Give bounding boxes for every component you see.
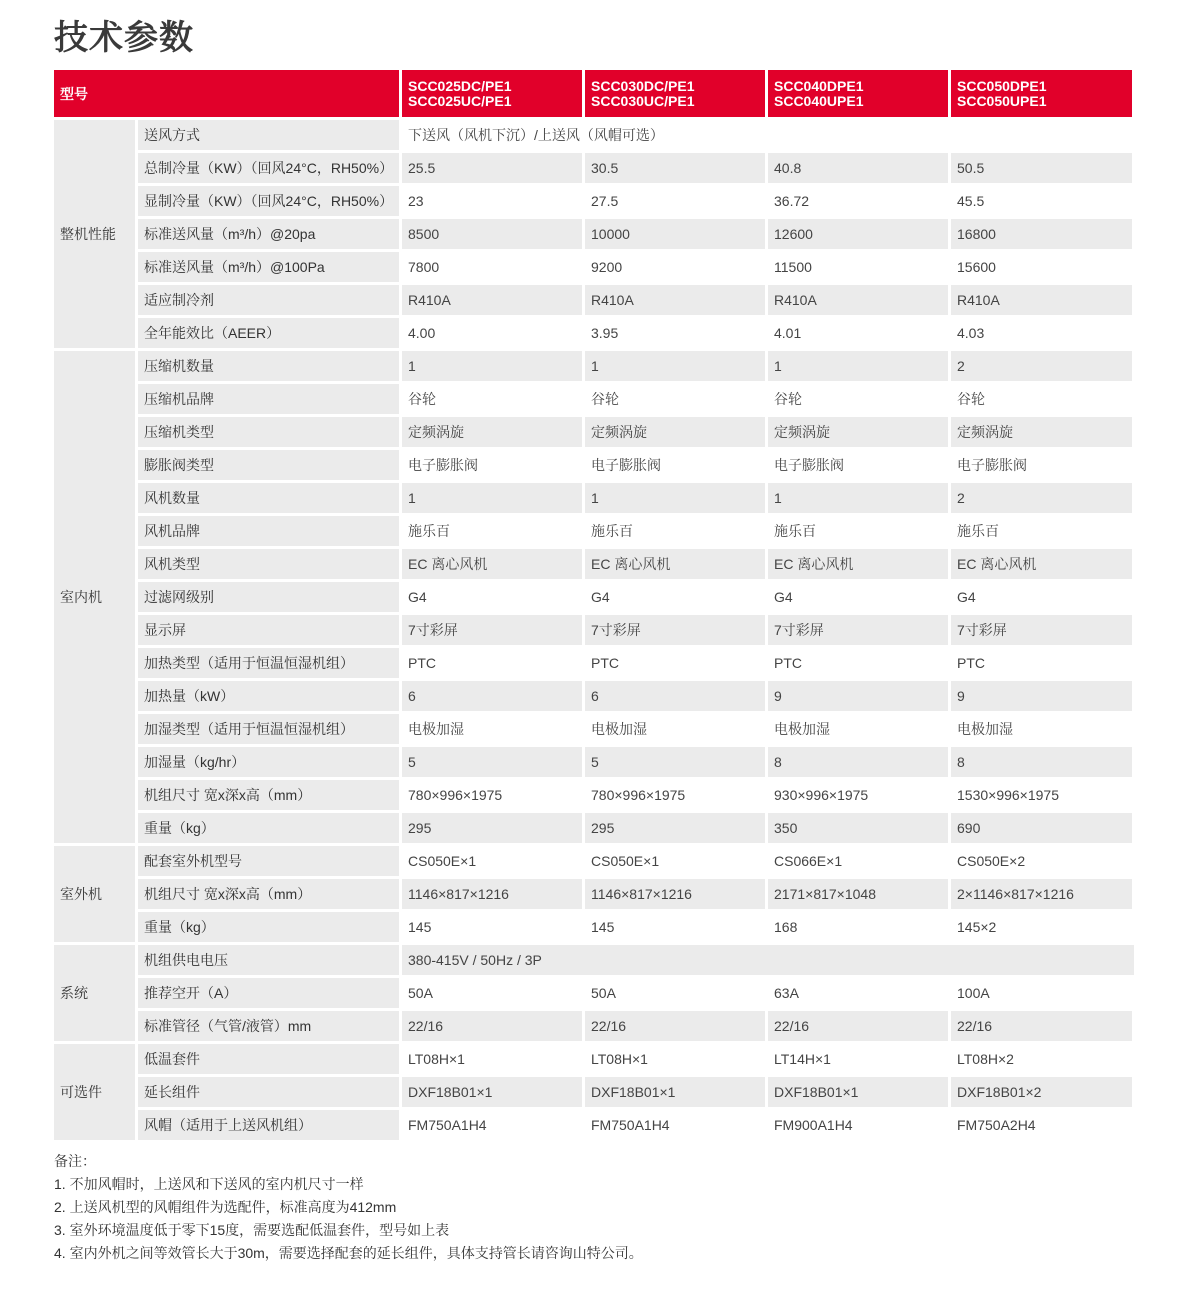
model-name: SCC040UPE1: [774, 93, 864, 109]
row-value: 27.5: [585, 186, 765, 216]
table-row: [138, 186, 1134, 216]
row-value: R410A: [585, 285, 765, 315]
row-value: 36.72: [768, 186, 948, 216]
table-row: [138, 285, 1134, 315]
row-label: 标准送风量（m³/h）@20pa: [138, 219, 399, 249]
model-header-col: [951, 70, 1132, 117]
row-value: 定频涡旋: [402, 417, 582, 447]
row-value: 50A: [402, 978, 582, 1008]
row-value: 5: [402, 747, 582, 777]
table-row: [138, 615, 1134, 645]
row-value: LT08H×1: [402, 1044, 582, 1074]
row-label: 风机品牌: [138, 516, 399, 546]
row-value: 施乐百: [402, 516, 582, 546]
model-name: SCC030UC/PE1: [591, 93, 695, 109]
row-value: 谷轮: [768, 384, 948, 414]
row-label: 推荐空开（A）: [138, 978, 399, 1008]
row-value: 12600: [768, 219, 948, 249]
model-header-label: 型号: [54, 70, 399, 117]
row-label: 机组供电电压: [138, 945, 399, 975]
row-value: 9200: [585, 252, 765, 282]
row-value: 100A: [951, 978, 1132, 1008]
row-value: 9: [951, 681, 1132, 711]
table-row: [138, 450, 1134, 480]
table-row: [138, 813, 1134, 843]
row-value: 63A: [768, 978, 948, 1008]
row-value: 2: [951, 351, 1132, 381]
row-value: 8: [951, 747, 1132, 777]
row-value: R410A: [402, 285, 582, 315]
row-value: DXF18B01×1: [402, 1077, 582, 1107]
row-value: LT08H×2: [951, 1044, 1132, 1074]
table-header: [54, 70, 1134, 117]
row-label: 配套室外机型号: [138, 846, 399, 876]
row-value: CS050E×2: [951, 846, 1132, 876]
row-value: LT14H×1: [768, 1044, 948, 1074]
row-value: 25.5: [402, 153, 582, 183]
table-row: [138, 978, 1134, 1008]
row-label: 风帽（适用于上送风机组）: [138, 1110, 399, 1140]
row-value: 7寸彩屏: [402, 615, 582, 645]
row-value: 1: [768, 351, 948, 381]
row-value: 施乐百: [585, 516, 765, 546]
row-value: 145×2: [951, 912, 1132, 942]
row-label: 重量（kg）: [138, 813, 399, 843]
table-row: [138, 120, 1134, 150]
row-value: 50A: [585, 978, 765, 1008]
row-label: 加热类型（适用于恒温恒湿机组）: [138, 648, 399, 678]
row-value: 30.5: [585, 153, 765, 183]
model-name: SCC050DPE1: [957, 78, 1047, 94]
row-value: 电极加湿: [768, 714, 948, 744]
row-value: EC 离心风机: [585, 549, 765, 579]
note-item: 4. 室内外机之间等效管长大于30m，需要选择配套的延长组件，具体支持管长请咨询山特公司。: [54, 1245, 643, 1261]
row-value: 8: [768, 747, 948, 777]
table-row: [138, 846, 1134, 876]
row-label: 低温套件: [138, 1044, 399, 1074]
table-section: [54, 351, 1134, 843]
row-value: 1146×817×1216: [585, 879, 765, 909]
row-label: 适应制冷剂: [138, 285, 399, 315]
row-value: PTC: [951, 648, 1132, 678]
row-value: PTC: [768, 648, 948, 678]
row-value: 谷轮: [585, 384, 765, 414]
row-value: EC 离心风机: [951, 549, 1132, 579]
row-value: 6: [402, 681, 582, 711]
row-label: 总制冷量（KW）（回风24°C，RH50%）: [138, 153, 399, 183]
row-value: 施乐百: [951, 516, 1132, 546]
note-item: 3. 室外环境温度低于零下15度，需要选配低温套件，型号如上表: [54, 1222, 450, 1238]
row-value: 168: [768, 912, 948, 942]
table-row: [138, 417, 1134, 447]
notes: [54, 1150, 643, 1265]
row-value: 电极加湿: [402, 714, 582, 744]
table-row: [138, 648, 1134, 678]
section-category: 整机性能: [54, 120, 135, 348]
row-value: 930×996×1975: [768, 780, 948, 810]
row-value: 7寸彩屏: [768, 615, 948, 645]
row-value: 7寸彩屏: [585, 615, 765, 645]
row-value: 15600: [951, 252, 1132, 282]
row-label: 标准送风量（m³/h）@100Pa: [138, 252, 399, 282]
table-section: [54, 945, 1134, 1041]
row-value: 295: [585, 813, 765, 843]
row-value: 电极加湿: [951, 714, 1132, 744]
row-value: 4.03: [951, 318, 1132, 348]
row-value: 1146×817×1216: [402, 879, 582, 909]
row-value: 22/16: [585, 1011, 765, 1041]
table-row: [138, 780, 1134, 810]
row-value: PTC: [585, 648, 765, 678]
notes-title: 备注：: [54, 1153, 96, 1169]
row-label: 重量（kg）: [138, 912, 399, 942]
row-value: 780×996×1975: [585, 780, 765, 810]
table-row: [138, 384, 1134, 414]
row-value: 350: [768, 813, 948, 843]
model-name: SCC030DC/PE1: [591, 78, 695, 94]
row-label: 压缩机数量: [138, 351, 399, 381]
row-value: G4: [951, 582, 1132, 612]
table-row: [138, 1077, 1134, 1107]
row-value: 定频涡旋: [951, 417, 1132, 447]
row-value: 22/16: [951, 1011, 1132, 1041]
note-item: 2. 上送风机型的风帽组件为选配件，标准高度为412mm: [54, 1199, 397, 1215]
row-value: 电子膨胀阀: [402, 450, 582, 480]
row-value: 电子膨胀阀: [768, 450, 948, 480]
row-value-span: 380-415V / 50Hz / 3P: [402, 945, 1134, 975]
row-value: 4.01: [768, 318, 948, 348]
row-value: G4: [768, 582, 948, 612]
note-item: 1. 不加风帽时，上送风和下送风的室内机尺寸一样: [54, 1176, 364, 1192]
row-value: 50.5: [951, 153, 1132, 183]
table-row: [138, 879, 1134, 909]
row-value: 11500: [768, 252, 948, 282]
row-value: FM750A2H4: [951, 1110, 1132, 1140]
row-value: 6: [585, 681, 765, 711]
row-value: 780×996×1975: [402, 780, 582, 810]
table-row: [138, 582, 1134, 612]
row-label: 机组尺寸 宽x深x高（mm）: [138, 780, 399, 810]
table-row: [138, 747, 1134, 777]
table-row: [138, 714, 1134, 744]
row-value: G4: [402, 582, 582, 612]
row-value: 22/16: [402, 1011, 582, 1041]
row-value: 690: [951, 813, 1132, 843]
row-value: G4: [585, 582, 765, 612]
section-category: 可选件: [54, 1044, 135, 1140]
row-value: 5: [585, 747, 765, 777]
row-value: LT08H×1: [585, 1044, 765, 1074]
row-value: 电子膨胀阀: [951, 450, 1132, 480]
section-category: 室外机: [54, 846, 135, 942]
spec-table: [54, 70, 1134, 1140]
row-value: 16800: [951, 219, 1132, 249]
table-row: [138, 1011, 1134, 1041]
table-row: [138, 516, 1134, 546]
table-section: [54, 1044, 1134, 1140]
row-label: 压缩机品牌: [138, 384, 399, 414]
model-name: SCC025UC/PE1: [408, 93, 512, 109]
row-value: 定频涡旋: [585, 417, 765, 447]
row-value: 2: [951, 483, 1132, 513]
row-value: 电极加湿: [585, 714, 765, 744]
row-value: 3.95: [585, 318, 765, 348]
row-label: 加热量（kW）: [138, 681, 399, 711]
row-label: 加湿量（kg/hr）: [138, 747, 399, 777]
row-value: 45.5: [951, 186, 1132, 216]
row-value: 4.00: [402, 318, 582, 348]
row-value: DXF18B01×2: [951, 1077, 1132, 1107]
row-value: 1530×996×1975: [951, 780, 1132, 810]
row-value-span: 下送风（风机下沉）/上送风（风帽可选）: [402, 120, 1134, 150]
model-name: SCC050UPE1: [957, 93, 1047, 109]
table-row: [138, 219, 1134, 249]
row-label: 风机数量: [138, 483, 399, 513]
row-value: CS050E×1: [402, 846, 582, 876]
row-value: 145: [402, 912, 582, 942]
table-section: [54, 846, 1134, 942]
model-name: SCC040DPE1: [774, 78, 864, 94]
row-value: 22/16: [768, 1011, 948, 1041]
row-value: 1: [585, 351, 765, 381]
table-row: [138, 1110, 1134, 1140]
row-value: FM750A1H4: [585, 1110, 765, 1140]
table-row: [138, 1044, 1134, 1074]
row-value: EC 离心风机: [402, 549, 582, 579]
row-value: 9: [768, 681, 948, 711]
row-value: 145: [585, 912, 765, 942]
table-row: [138, 681, 1134, 711]
row-value: EC 离心风机: [768, 549, 948, 579]
section-category: 系统: [54, 945, 135, 1041]
row-value: 定频涡旋: [768, 417, 948, 447]
row-label: 显制冷量（KW）（回风24°C，RH50%）: [138, 186, 399, 216]
row-value: R410A: [768, 285, 948, 315]
row-value: 1: [402, 351, 582, 381]
row-value: DXF18B01×1: [585, 1077, 765, 1107]
row-label: 膨胀阀类型: [138, 450, 399, 480]
table-row: [138, 153, 1134, 183]
row-value: 谷轮: [951, 384, 1132, 414]
row-value: 1: [402, 483, 582, 513]
model-header-col: [768, 70, 948, 117]
row-value: 7800: [402, 252, 582, 282]
row-value: 施乐百: [768, 516, 948, 546]
table-row: [138, 549, 1134, 579]
row-value: 295: [402, 813, 582, 843]
row-value: FM750A1H4: [402, 1110, 582, 1140]
row-value: 1: [585, 483, 765, 513]
row-value: 2×1146×817×1216: [951, 879, 1132, 909]
model-name: SCC025DC/PE1: [408, 78, 512, 94]
row-label: 加湿类型（适用于恒温恒湿机组）: [138, 714, 399, 744]
row-label: 全年能效比（AEER）: [138, 318, 399, 348]
row-value: CS050E×1: [585, 846, 765, 876]
page-title: 技术参数: [54, 19, 194, 57]
model-header-col: [402, 70, 582, 117]
row-label: 压缩机类型: [138, 417, 399, 447]
row-value: 谷轮: [402, 384, 582, 414]
table-section: [54, 120, 1134, 348]
row-label: 显示屏: [138, 615, 399, 645]
model-header-col: [585, 70, 765, 117]
row-value: 2171×817×1048: [768, 879, 948, 909]
row-value: 电子膨胀阀: [585, 450, 765, 480]
section-category: 室内机: [54, 351, 135, 843]
row-label: 送风方式: [138, 120, 399, 150]
table-body: [54, 120, 1134, 1140]
table-row: [138, 483, 1134, 513]
row-value: CS066E×1: [768, 846, 948, 876]
row-label: 过滤网级别: [138, 582, 399, 612]
row-value: 23: [402, 186, 582, 216]
row-value: 8500: [402, 219, 582, 249]
row-value: PTC: [402, 648, 582, 678]
row-value: 40.8: [768, 153, 948, 183]
table-row: [138, 945, 1134, 975]
row-label: 延长组件: [138, 1077, 399, 1107]
table-row: [138, 318, 1134, 348]
row-value: 7寸彩屏: [951, 615, 1132, 645]
row-value: 10000: [585, 219, 765, 249]
table-row: [138, 351, 1134, 381]
table-row: [138, 912, 1134, 942]
row-value: 1: [768, 483, 948, 513]
row-label: 标准管径（气管/液管）mm: [138, 1011, 399, 1041]
row-label: 机组尺寸 宽x深x高（mm）: [138, 879, 399, 909]
row-value: R410A: [951, 285, 1132, 315]
row-value: DXF18B01×1: [768, 1077, 948, 1107]
table-row: [138, 252, 1134, 282]
row-value: FM900A1H4: [768, 1110, 948, 1140]
row-label: 风机类型: [138, 549, 399, 579]
